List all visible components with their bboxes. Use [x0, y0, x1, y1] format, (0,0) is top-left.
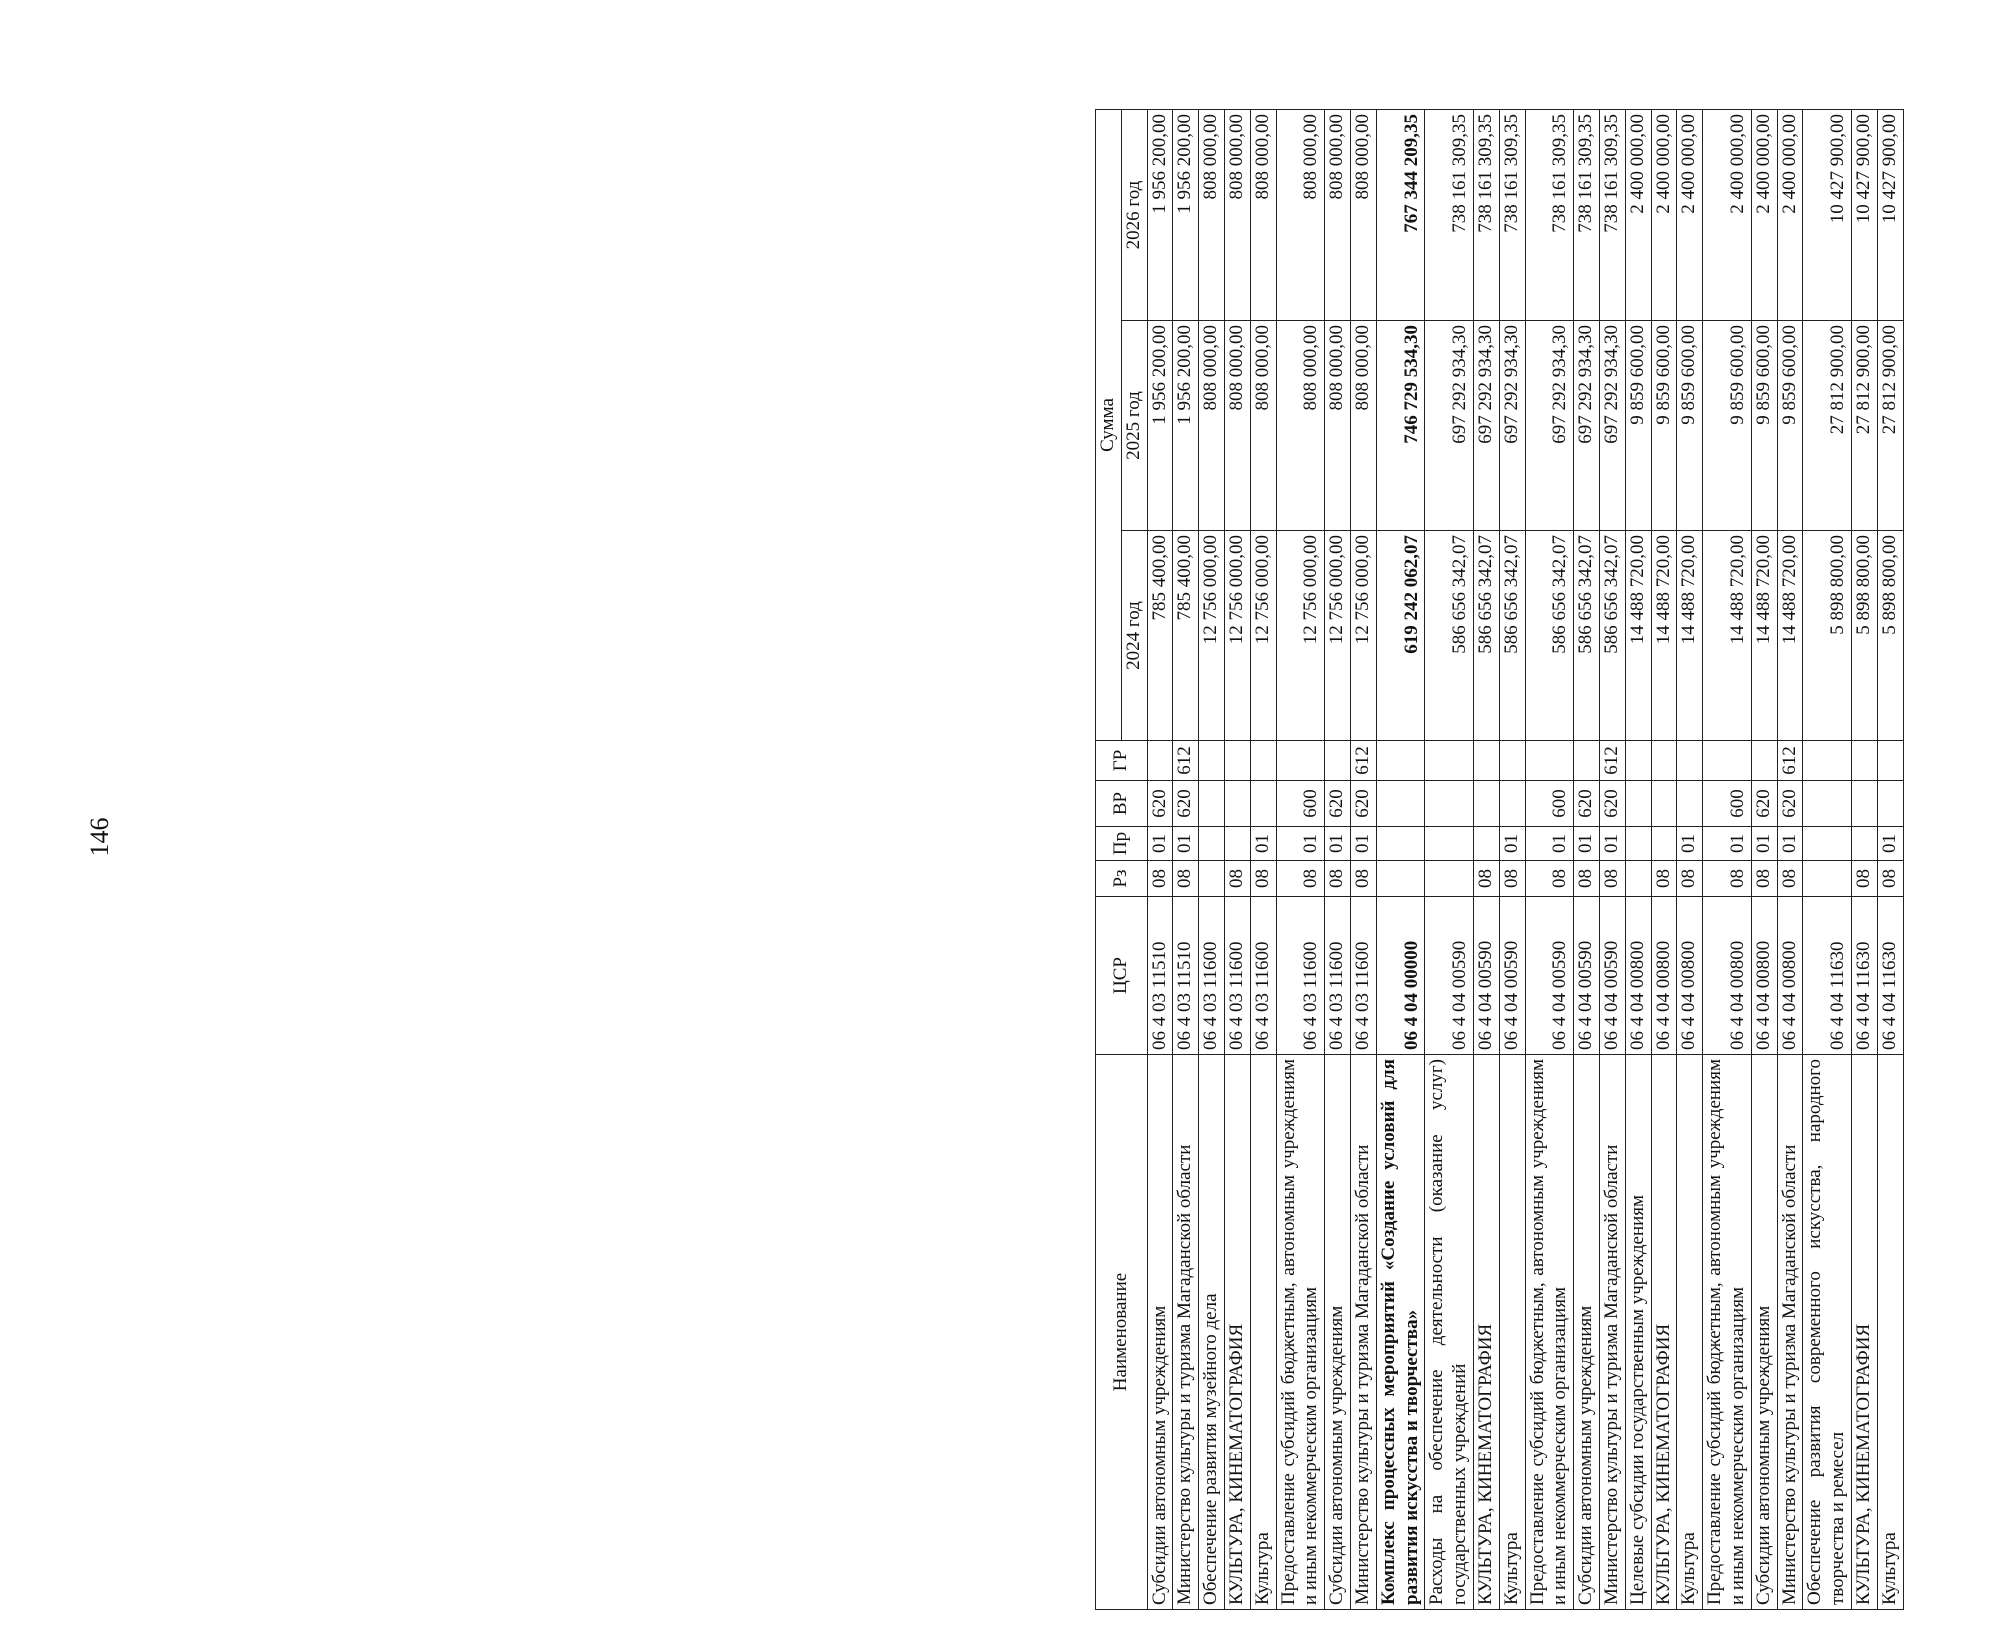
row-amount-2025: 9 859 600,00	[1703, 321, 1752, 531]
row-pr	[1376, 827, 1425, 861]
row-amount-2026: 2 400 000,00	[1751, 110, 1777, 321]
row-rz	[1199, 861, 1225, 897]
row-amount-2026: 738 161 309,35	[1425, 110, 1474, 321]
table-row	[1325, 110, 1351, 1610]
table-row	[1751, 110, 1777, 1610]
row-pr: 01	[1147, 827, 1173, 861]
row-pr: 01	[1276, 827, 1325, 861]
header-gr: ГР	[1096, 741, 1148, 781]
table-row	[1425, 110, 1474, 1610]
table-row	[1199, 110, 1225, 1610]
row-csr: 06 4 03 11510	[1173, 897, 1199, 1055]
row-csr: 06 4 03 11600	[1350, 897, 1376, 1055]
table-row	[1250, 110, 1276, 1610]
row-pr: 01	[1599, 827, 1625, 861]
row-csr: 06 4 04 00590	[1425, 897, 1474, 1055]
table-row	[1173, 110, 1199, 1610]
row-csr: 06 4 03 11600	[1224, 897, 1250, 1055]
row-gr	[1147, 741, 1173, 781]
row-vr	[1651, 781, 1677, 827]
row-amount-2025: 1 956 200,00	[1147, 321, 1173, 531]
row-pr	[1199, 827, 1225, 861]
row-rz: 08	[1677, 861, 1703, 897]
table-row	[1574, 110, 1600, 1610]
row-vr: 620	[1173, 781, 1199, 827]
row-amount-2026: 767 344 209,35	[1376, 110, 1425, 321]
header-pr: Пр	[1096, 827, 1148, 861]
budget-table	[1095, 109, 1904, 1610]
row-name: КУЛЬТУРА, КИНЕМАТОГРАФИЯ	[1224, 1055, 1250, 1610]
row-csr: 06 4 04 00800	[1651, 897, 1677, 1055]
header-vr: ВР	[1096, 781, 1148, 827]
row-vr: 620	[1599, 781, 1625, 827]
row-pr: 01	[1877, 827, 1903, 861]
row-name: КУЛЬТУРА, КИНЕМАТОГРАФИЯ	[1651, 1055, 1677, 1610]
row-csr: 06 4 04 00800	[1751, 897, 1777, 1055]
table-row	[1625, 110, 1651, 1610]
row-amount-2025: 9 859 600,00	[1651, 321, 1677, 531]
row-name: КУЛЬТУРА, КИНЕМАТОГРАФИЯ	[1851, 1055, 1877, 1610]
row-amount-2025: 697 292 934,30	[1574, 321, 1600, 531]
row-pr	[1851, 827, 1877, 861]
table-row	[1376, 110, 1425, 1610]
table-row	[1651, 110, 1677, 1610]
row-amount-2026: 808 000,00	[1325, 110, 1351, 321]
row-vr	[1877, 781, 1903, 827]
row-gr	[1525, 741, 1574, 781]
row-vr	[1851, 781, 1877, 827]
row-pr: 01	[1350, 827, 1376, 861]
row-rz	[1376, 861, 1425, 897]
row-amount-2025: 1 956 200,00	[1173, 321, 1199, 531]
row-amount-2025: 9 859 600,00	[1625, 321, 1651, 531]
row-rz	[1803, 861, 1852, 897]
row-amount-2026: 2 400 000,00	[1625, 110, 1651, 321]
row-vr: 600	[1525, 781, 1574, 827]
row-csr: 06 4 03 11600	[1199, 897, 1225, 1055]
row-amount-2026: 10 427 900,00	[1877, 110, 1903, 321]
row-rz: 08	[1525, 861, 1574, 897]
row-csr: 06 4 03 11600	[1325, 897, 1351, 1055]
row-rz: 08	[1276, 861, 1325, 897]
row-name: Обеспечение развития музейного дела	[1199, 1055, 1225, 1610]
row-gr	[1574, 741, 1600, 781]
header-rz: Рз	[1096, 861, 1148, 897]
row-amount-2024: 619 242 062,07	[1376, 531, 1425, 741]
header-2026: 2026 год	[1121, 110, 1147, 321]
row-pr	[1625, 827, 1651, 861]
row-vr	[1425, 781, 1474, 827]
row-amount-2024: 14 488 720,00	[1703, 531, 1752, 741]
row-gr	[1677, 741, 1703, 781]
row-amount-2026: 1 956 200,00	[1173, 110, 1199, 321]
row-rz	[1425, 861, 1474, 897]
row-vr: 620	[1147, 781, 1173, 827]
row-gr	[1625, 741, 1651, 781]
header-csr: ЦСР	[1096, 897, 1148, 1055]
row-amount-2024: 14 488 720,00	[1751, 531, 1777, 741]
row-csr: 06 4 04 00590	[1599, 897, 1625, 1055]
row-gr	[1499, 741, 1525, 781]
row-name: Министерство культуры и туризма Магаданской области	[1599, 1055, 1625, 1610]
table-row	[1599, 110, 1625, 1610]
table-row	[1147, 110, 1173, 1610]
row-csr: 06 4 04 11630	[1877, 897, 1903, 1055]
row-amount-2024: 12 756 000,00	[1199, 531, 1225, 741]
row-amount-2025: 697 292 934,30	[1425, 321, 1474, 531]
row-csr: 06 4 04 00800	[1777, 897, 1803, 1055]
row-amount-2024: 12 756 000,00	[1250, 531, 1276, 741]
row-rz: 08	[1574, 861, 1600, 897]
row-amount-2025: 27 812 900,00	[1877, 321, 1903, 531]
row-name: Министерство культуры и туризма Магаданской области	[1173, 1055, 1199, 1610]
row-name: Целевые субсидии государственным учреждениям	[1625, 1055, 1651, 1610]
row-rz: 08	[1250, 861, 1276, 897]
row-name: Культура	[1250, 1055, 1276, 1610]
row-pr: 01	[1703, 827, 1752, 861]
row-name: Министерство культуры и туризма Магаданской области	[1777, 1055, 1803, 1610]
row-name: Предоставление субсидий бюджетным, автономным учреждениям и иным некоммерческим организациям	[1276, 1055, 1325, 1610]
row-csr: 06 4 03 11600	[1276, 897, 1325, 1055]
rotated-page-content	[1095, 110, 1995, 1610]
page-number: 146	[85, 817, 114, 857]
row-vr	[1499, 781, 1525, 827]
row-gr	[1651, 741, 1677, 781]
row-rz: 08	[1499, 861, 1525, 897]
table-row	[1224, 110, 1250, 1610]
row-vr	[1677, 781, 1703, 827]
row-pr: 01	[1250, 827, 1276, 861]
row-csr: 06 4 03 11600	[1250, 897, 1276, 1055]
header-name: Наименование	[1096, 1055, 1148, 1610]
row-rz: 08	[1325, 861, 1351, 897]
row-amount-2026: 808 000,00	[1350, 110, 1376, 321]
row-gr	[1276, 741, 1325, 781]
row-amount-2024: 586 656 342,07	[1525, 531, 1574, 741]
row-vr	[1199, 781, 1225, 827]
row-vr: 620	[1777, 781, 1803, 827]
row-name: Культура	[1877, 1055, 1903, 1610]
row-csr: 06 4 04 00800	[1703, 897, 1752, 1055]
row-amount-2024: 586 656 342,07	[1425, 531, 1474, 741]
row-amount-2025: 808 000,00	[1199, 321, 1225, 531]
row-pr: 01	[1525, 827, 1574, 861]
row-pr: 01	[1325, 827, 1351, 861]
row-rz: 08	[1851, 861, 1877, 897]
row-name: Министерство культуры и туризма Магаданской области	[1350, 1055, 1376, 1610]
row-amount-2026: 10 427 900,00	[1803, 110, 1852, 321]
row-pr: 01	[1677, 827, 1703, 861]
row-amount-2026: 808 000,00	[1276, 110, 1325, 321]
row-amount-2025: 808 000,00	[1350, 321, 1376, 531]
row-csr: 06 4 04 00590	[1473, 897, 1499, 1055]
table-row	[1525, 110, 1574, 1610]
row-rz: 08	[1473, 861, 1499, 897]
row-amount-2024: 14 488 720,00	[1677, 531, 1703, 741]
row-amount-2024: 5 898 800,00	[1877, 531, 1903, 741]
row-pr: 01	[1751, 827, 1777, 861]
header-2025: 2025 год	[1121, 321, 1147, 531]
row-amount-2024: 12 756 000,00	[1224, 531, 1250, 741]
row-amount-2024: 12 756 000,00	[1276, 531, 1325, 741]
row-csr: 06 4 04 00000	[1376, 897, 1425, 1055]
row-vr: 620	[1751, 781, 1777, 827]
row-vr: 620	[1325, 781, 1351, 827]
row-vr: 620	[1574, 781, 1600, 827]
row-amount-2026: 1 956 200,00	[1147, 110, 1173, 321]
table-row	[1677, 110, 1703, 1610]
row-amount-2024: 586 656 342,07	[1499, 531, 1525, 741]
row-gr	[1751, 741, 1777, 781]
row-amount-2024: 586 656 342,07	[1473, 531, 1499, 741]
row-amount-2025: 9 859 600,00	[1777, 321, 1803, 531]
row-amount-2025: 697 292 934,30	[1473, 321, 1499, 531]
row-csr: 06 4 04 11630	[1803, 897, 1852, 1055]
row-csr: 06 4 03 11510	[1147, 897, 1173, 1055]
row-rz: 08	[1599, 861, 1625, 897]
row-gr	[1250, 741, 1276, 781]
row-name: Комплекс процессных мероприятий «Создание условий для развития искусства и творчества»	[1376, 1055, 1425, 1610]
row-vr	[1625, 781, 1651, 827]
row-amount-2024: 5 898 800,00	[1803, 531, 1852, 741]
row-amount-2026: 2 400 000,00	[1651, 110, 1677, 321]
row-amount-2026: 738 161 309,35	[1525, 110, 1574, 321]
header-2024: 2024 год	[1121, 531, 1147, 741]
row-rz: 08	[1703, 861, 1752, 897]
row-amount-2025: 808 000,00	[1325, 321, 1351, 531]
row-amount-2024: 14 488 720,00	[1651, 531, 1677, 741]
row-pr	[1803, 827, 1852, 861]
row-pr	[1425, 827, 1474, 861]
table-row	[1473, 110, 1499, 1610]
row-pr: 01	[1777, 827, 1803, 861]
row-amount-2025: 808 000,00	[1276, 321, 1325, 531]
row-gr: 612	[1777, 741, 1803, 781]
row-rz	[1625, 861, 1651, 897]
row-amount-2026: 808 000,00	[1224, 110, 1250, 321]
row-pr: 01	[1173, 827, 1199, 861]
row-vr: 600	[1703, 781, 1752, 827]
row-name: Субсидии автономным учреждениям	[1574, 1055, 1600, 1610]
row-amount-2025: 27 812 900,00	[1803, 321, 1852, 531]
row-name: Культура	[1499, 1055, 1525, 1610]
row-amount-2024: 586 656 342,07	[1574, 531, 1600, 741]
row-gr	[1473, 741, 1499, 781]
row-csr: 06 4 04 00800	[1677, 897, 1703, 1055]
row-name: КУЛЬТУРА, КИНЕМАТОГРАФИЯ	[1473, 1055, 1499, 1610]
row-vr	[1803, 781, 1852, 827]
row-gr	[1376, 741, 1425, 781]
row-amount-2026: 808 000,00	[1199, 110, 1225, 321]
row-amount-2024: 12 756 000,00	[1325, 531, 1351, 741]
row-amount-2026: 2 400 000,00	[1677, 110, 1703, 321]
row-amount-2025: 697 292 934,30	[1599, 321, 1625, 531]
table-row	[1777, 110, 1803, 1610]
row-amount-2026: 2 400 000,00	[1777, 110, 1803, 321]
row-amount-2026: 738 161 309,35	[1574, 110, 1600, 321]
row-csr: 06 4 04 11630	[1851, 897, 1877, 1055]
table-row	[1276, 110, 1325, 1610]
row-name: Предоставление субсидий бюджетным, автономным учреждениям и иным некоммерческим организациям	[1703, 1055, 1752, 1610]
row-amount-2026: 738 161 309,35	[1473, 110, 1499, 321]
table-row	[1877, 110, 1903, 1610]
row-vr: 620	[1350, 781, 1376, 827]
row-csr: 06 4 04 00800	[1625, 897, 1651, 1055]
row-amount-2025: 27 812 900,00	[1851, 321, 1877, 531]
row-amount-2026: 808 000,00	[1250, 110, 1276, 321]
row-gr	[1851, 741, 1877, 781]
header-row	[1096, 110, 1122, 1610]
row-name: Субсидии автономным учреждениям	[1147, 1055, 1173, 1610]
row-amount-2025: 9 859 600,00	[1677, 321, 1703, 531]
row-rz: 08	[1651, 861, 1677, 897]
row-gr	[1224, 741, 1250, 781]
row-amount-2025: 746 729 534,30	[1376, 321, 1425, 531]
row-rz: 08	[1777, 861, 1803, 897]
row-amount-2024: 785 400,00	[1147, 531, 1173, 741]
row-gr	[1803, 741, 1852, 781]
table-row	[1499, 110, 1525, 1610]
row-name: Обеспечение развития современного искусства, народного творчества и ремесел	[1803, 1055, 1852, 1610]
table-row	[1851, 110, 1877, 1610]
table-row	[1803, 110, 1852, 1610]
row-gr	[1703, 741, 1752, 781]
row-gr	[1325, 741, 1351, 781]
row-pr	[1651, 827, 1677, 861]
row-rz: 08	[1350, 861, 1376, 897]
header-sum: Сумма	[1096, 110, 1122, 741]
row-name: Субсидии автономным учреждениям	[1325, 1055, 1351, 1610]
row-name: Культура	[1677, 1055, 1703, 1610]
row-amount-2024: 14 488 720,00	[1625, 531, 1651, 741]
row-amount-2026: 10 427 900,00	[1851, 110, 1877, 321]
row-amount-2026: 2 400 000,00	[1703, 110, 1752, 321]
row-vr	[1473, 781, 1499, 827]
row-rz: 08	[1877, 861, 1903, 897]
row-name: Субсидии автономным учреждениям	[1751, 1055, 1777, 1610]
row-gr: 612	[1173, 741, 1199, 781]
row-amount-2025: 808 000,00	[1224, 321, 1250, 531]
row-name: Расходы на обеспечение деятельности (оказание услуг) государственных учреждений	[1425, 1055, 1474, 1610]
row-amount-2025: 697 292 934,30	[1525, 321, 1574, 531]
row-amount-2025: 808 000,00	[1250, 321, 1276, 531]
table-row	[1350, 110, 1376, 1610]
row-amount-2024: 785 400,00	[1173, 531, 1199, 741]
row-gr	[1425, 741, 1474, 781]
row-gr	[1877, 741, 1903, 781]
row-rz: 08	[1147, 861, 1173, 897]
row-vr	[1376, 781, 1425, 827]
row-name: Предоставление субсидий бюджетным, автономным учреждениям и иным некоммерческим организациям	[1525, 1055, 1574, 1610]
row-vr	[1224, 781, 1250, 827]
row-amount-2026: 738 161 309,35	[1499, 110, 1525, 321]
row-pr: 01	[1499, 827, 1525, 861]
row-gr	[1199, 741, 1225, 781]
row-vr	[1250, 781, 1276, 827]
row-amount-2026: 738 161 309,35	[1599, 110, 1625, 321]
table-row	[1703, 110, 1752, 1610]
row-csr: 06 4 04 00590	[1499, 897, 1525, 1055]
row-amount-2024: 14 488 720,00	[1777, 531, 1803, 741]
row-gr: 612	[1350, 741, 1376, 781]
row-amount-2024: 5 898 800,00	[1851, 531, 1877, 741]
row-amount-2025: 9 859 600,00	[1751, 321, 1777, 531]
row-amount-2024: 586 656 342,07	[1599, 531, 1625, 741]
row-rz: 08	[1173, 861, 1199, 897]
row-rz: 08	[1224, 861, 1250, 897]
row-csr: 06 4 04 00590	[1574, 897, 1600, 1055]
row-pr: 01	[1574, 827, 1600, 861]
row-amount-2025: 697 292 934,30	[1499, 321, 1525, 531]
row-amount-2024: 12 756 000,00	[1350, 531, 1376, 741]
row-csr: 06 4 04 00590	[1525, 897, 1574, 1055]
row-rz: 08	[1751, 861, 1777, 897]
row-vr: 600	[1276, 781, 1325, 827]
row-pr	[1473, 827, 1499, 861]
row-pr	[1224, 827, 1250, 861]
row-gr: 612	[1599, 741, 1625, 781]
